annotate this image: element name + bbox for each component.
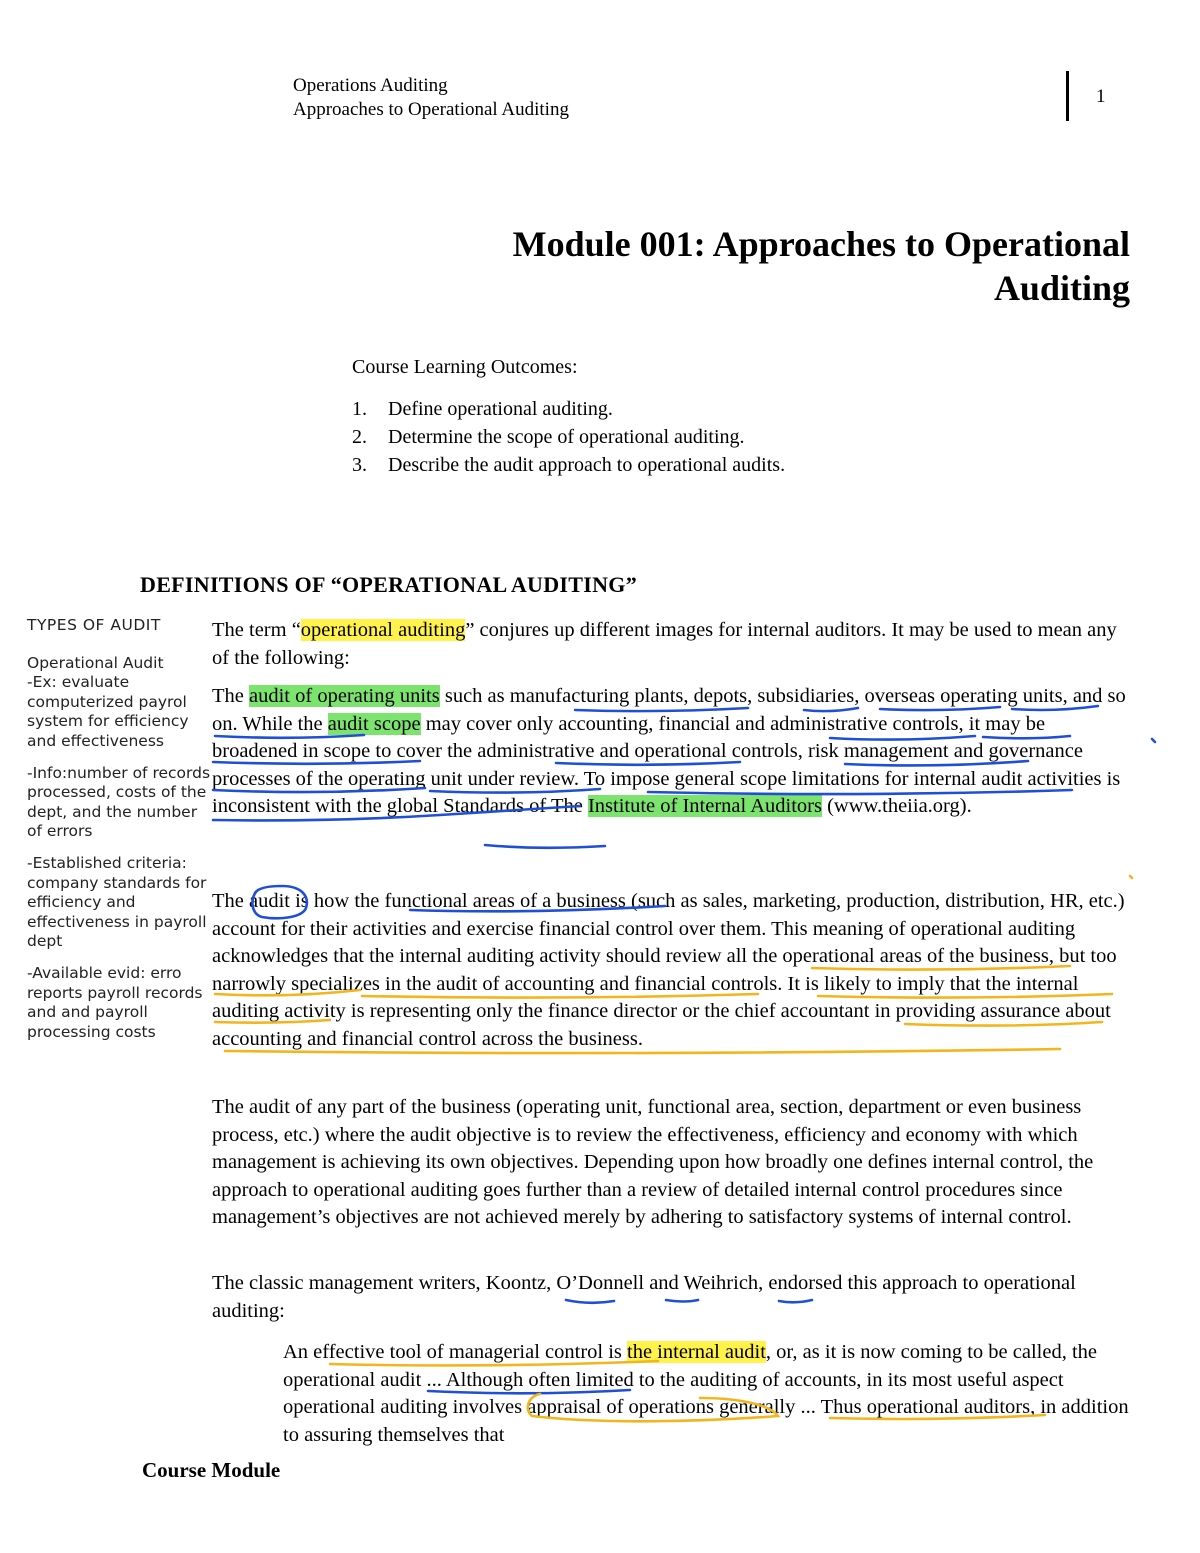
highlight-green: Institute of Internal Auditors [587, 795, 822, 817]
outcome-text: Determine the scope of operational auditing. [388, 426, 745, 448]
margin-note: -Established criteria: company standards for efficiency and effectiveness in payroll dept [27, 853, 207, 951]
paragraph-text: The audit of any part of the business (operating unit, functional area, section, department or even business process, etc.) where the audit objective is to review the effectiveness, efficiency and economy with which management is achieving its own objectives. Depending upon how broadly one defines internal control, the approach to operational auditing goes further than a review of detailed internal control procedures since management’s objectives are not achieved merely by adhering to satisfactory systems of internal control. [212, 1096, 1094, 1228]
outcome-item [352, 395, 785, 423]
highlight-yellow: the internal audit [627, 1341, 766, 1363]
paragraph-definition-3 [212, 1094, 1132, 1232]
section-heading: DEFINITIONS OF “OPERATIONAL AUDITING” [140, 572, 638, 597]
footer-label: Course Module [142, 1458, 281, 1482]
text-run: ” conjures up different images for internal auditors. It may be used to mean any of the following: [212, 619, 1117, 669]
outcome-item [352, 451, 785, 479]
margin-notes-heading: TYPES OF AUDIT [27, 616, 161, 634]
text-run: such as manufacturing plants, depots, subsidiaries, overseas operating units, and so on. While the [212, 685, 1126, 735]
margin-notes [27, 616, 212, 1054]
outcome-text: Describe the audit approach to operational audits. [388, 454, 786, 476]
yellow-dot [1130, 876, 1132, 878]
blue-underline [485, 845, 605, 848]
paragraph-definition-2 [212, 888, 1132, 1053]
header-course: Operations Auditing [293, 75, 448, 96]
paragraph-text: The classic management writers, Koontz, O’Donnell and Weihrich, endorsed this approach to operational auditing: [212, 1272, 1076, 1322]
margin-note: -Available evid: erro reports payroll records and and payroll processing costs [27, 963, 203, 1041]
highlight-green: audit scope [327, 712, 421, 735]
outcomes-list [352, 395, 785, 479]
paragraph-classic-writers [212, 1270, 1132, 1325]
outcome-number: 3. [352, 454, 367, 476]
text-run: , or, as it is now coming to be called, the operational audit ... Although often limited to the auditing of accounts, in its most useful aspect operational auditing involves appraisal of operations generally ... Thus operational auditors, in addition to assuring themselves that [283, 1341, 1129, 1446]
header-subtitle: Approaches to Operational Auditing [293, 99, 569, 120]
block-quote [283, 1339, 1133, 1449]
text-run: (www.theiia.org). [821, 795, 972, 817]
margin-note: Operational Audit -Ex: evaluate computerized payrol system for efficiency and effectiveness [27, 653, 189, 750]
outcomes-heading: Course Learning Outcomes: [352, 356, 578, 378]
outcome-number: 1. [352, 398, 367, 420]
paragraph-definition-1 [212, 683, 1132, 821]
paragraph-text: The audit is how the functional areas of a business (such as sales, marketing, production, distribution, HR, etc.) account for their activities and exercise financial control over them. This meaning of operational auditing acknowledges that the internal auditing activity should review all the operational areas of the business, but too narrowly specializes in the audit of accounting and financial controls. It is likely to imply that the internal auditing activity is representing only the finance director or the chief accountant in providing assurance about accounting and financial control across the business. [212, 890, 1125, 1050]
blue-dot [1152, 739, 1155, 742]
highlight-green: audit of operating units [249, 685, 440, 707]
text-run: The term “ [212, 619, 301, 641]
text-run: The [212, 685, 249, 707]
highlight-yellow: operational auditing [300, 619, 466, 641]
page-title: Module 001: Approaches to Operational Auditing [512, 224, 1130, 308]
outcome-item [352, 423, 785, 451]
header-divider [1066, 71, 1069, 121]
outcome-number: 2. [352, 426, 367, 448]
paragraph-intro [212, 617, 1132, 672]
text-run: An effective tool of managerial control is [283, 1341, 628, 1363]
page-number: 1 [1096, 86, 1106, 107]
outcome-text: Define operational auditing. [388, 398, 613, 420]
margin-note: -Info:number of records processed, costs of the dept, and the number of errors [27, 763, 211, 841]
text-run: may cover only accounting, financial and administrative controls, it may be broadened in scope to cover the administrative and operational controls, risk management and governance processes of the operating unit under review. To impose general scope limitations for internal audit activities is inconsistent with the global Standards of The [212, 712, 1121, 817]
